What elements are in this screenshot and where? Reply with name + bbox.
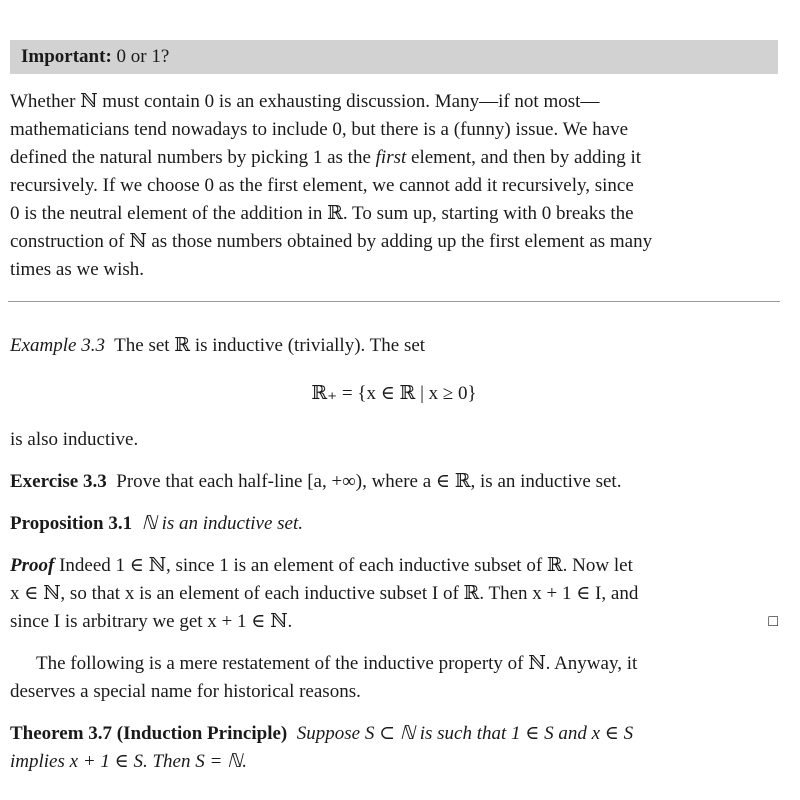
remark-block [10, 650, 778, 706]
proof-line-3: since I is arbitrary we get x + 1 ∈ ℕ. □ [10, 608, 778, 636]
example-after: is also inductive. [10, 429, 139, 450]
theorem-3-7 [10, 720, 778, 776]
important-line-6: construction of ℕ as those numbers obtained by adding up the first element as many [10, 231, 653, 252]
emphasis-first: first [375, 147, 407, 168]
example-text: The set ℝ is inductive (trivially). The set [114, 335, 426, 356]
proposition-label: Proposition 3.1 [10, 513, 133, 534]
important-line-1: Whether ℕ must contain 0 is an exhausting discussion. Many—if not most— [10, 91, 600, 112]
exercise-label: Exercise 3.3 [10, 471, 107, 492]
section-divider [8, 301, 780, 302]
example-label: Example 3.3 [10, 335, 105, 356]
qed-icon: □ [768, 613, 778, 630]
remark-line-2: deserves a special name for historical reasons. [10, 681, 361, 702]
proposition-text: ℕ is an inductive set. [141, 513, 303, 534]
page [10, 40, 778, 776]
theorem-line-2: implies x + 1 ∈ S. Then S = ℕ. [10, 751, 247, 772]
proof-label: Proof [10, 555, 55, 576]
proof-line-2: x ∈ ℕ, so that x is an element of each inductive subset I of ℝ. Then x + 1 ∈ I, and [10, 583, 639, 604]
important-line-2: mathematicians tend nowadays to include 0, but there is a (funny) issue. We have [10, 119, 629, 140]
exercise-text: Prove that each half-line [a, +∞), where a ∈ ℝ, is an inductive set. [116, 471, 622, 492]
important-label: Important: [21, 46, 112, 67]
proof-block [10, 552, 778, 636]
important-line-3: defined the natural numbers by picking 1 as the first element, and then by adding it [10, 147, 642, 168]
example-3-3 [10, 332, 778, 360]
important-box-body [10, 88, 778, 284]
important-line-4: recursively. If we choose 0 as the first element, we cannot add it recursively, since [10, 175, 634, 196]
exercise-3-3 [10, 468, 778, 496]
remark-line-1: The following is a mere restatement of the inductive property of ℕ. Anyway, it [36, 653, 638, 674]
theorem-label: Theorem 3.7 (Induction Principle) [10, 723, 288, 744]
important-title: 0 or 1? [116, 46, 170, 67]
theorem-line-1: Theorem 3.7 (Induction Principle) Suppose S ⊂ ℕ is such that 1 ∈ S and x ∈ S [10, 723, 634, 744]
proof-line-1: Proof Indeed 1 ∈ ℕ, since 1 is an element of each inductive subset of ℝ. Now let [10, 555, 633, 576]
important-line-5: 0 is the neutral element of the addition in ℝ. To sum up, starting with 0 breaks the [10, 203, 634, 224]
important-line-7: times as we wish. [10, 259, 145, 280]
display-formula: ℝ₊ = {x ∈ ℝ | x ≥ 0} [311, 383, 477, 404]
important-box-header [10, 40, 778, 74]
proposition-3-1 [10, 510, 778, 538]
